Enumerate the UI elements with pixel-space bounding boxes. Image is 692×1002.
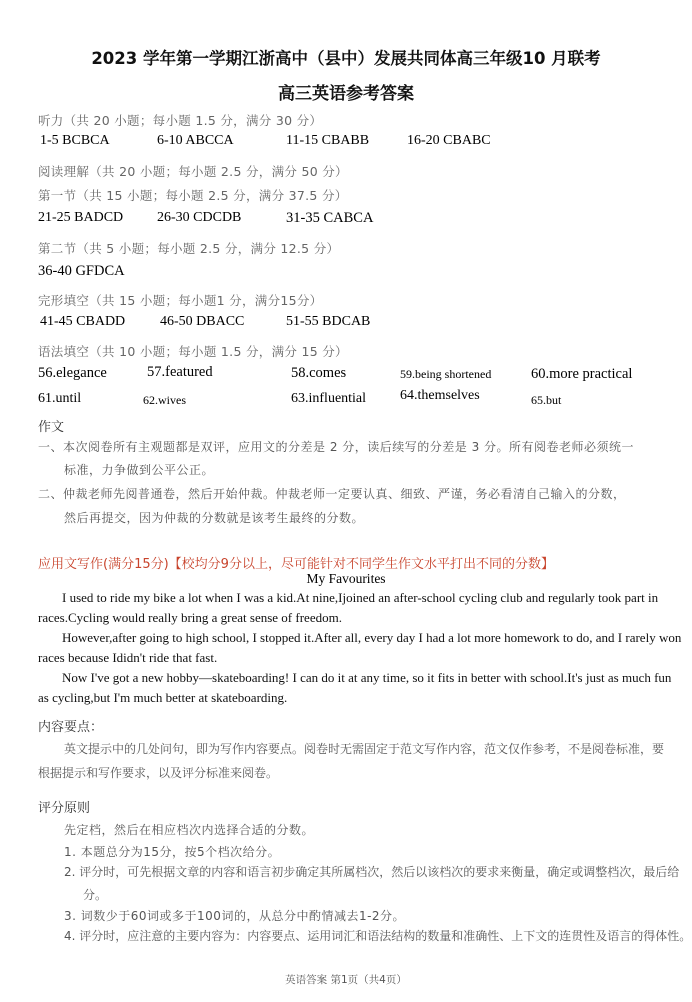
model-essay (38, 588, 682, 708)
answer-group: 51-55 BDCAB (286, 314, 371, 329)
answer-group: 16-20 CBABC (407, 133, 491, 148)
practical-writing-header: 应用文写作(满分15分)【校均分9分以上，尽可能针对不同学生作文水平打出不同的分数】 (38, 557, 554, 572)
writing-rule: 二、仲裁老师先阅普通卷，然后开始仲裁。仲裁老师一定要认真、细致、严谨，务必看清自己输入的分数， (38, 487, 626, 501)
answer-group: 6-10 ABCCA (157, 133, 234, 148)
grammar-answer: 63.influential (291, 391, 367, 406)
grammar-answer: 56.elegance (38, 365, 107, 381)
grammar-header: 语法填空（共 10 小题；每小题 1.5 分，满分 15 分） (38, 344, 348, 359)
scoring-rule: 2. 评分时，可先根据文章的内容和语言初步确定其所属档次，然后以该档次的要求来衡量，确定或调整档次，最后给分。 (64, 865, 680, 902)
content-points-header: 内容要点： (38, 720, 104, 735)
grammar-answer: 57.featured (147, 364, 213, 380)
writing-rule: 然后再提交，因为仲裁的分数就是该考生最终的分数。 (64, 511, 365, 525)
grammar-answer: 60.more practical (531, 366, 633, 382)
answer-key-subtitle: 高三英语参考答案 (278, 84, 414, 104)
answer-group: 46-50 DBACC (160, 314, 245, 329)
answer-group: 36-40 GFDCA (38, 263, 125, 279)
reading-part2-header: 第二节（共 5 小题；每小题 2.5 分，满分 12.5 分） (38, 241, 340, 256)
writing-rule: 一、本次阅卷所有主观题都是双评，应用文的分差是 2 分，读后续写的分差是 3 分。所有阅卷老师必须统一 (38, 440, 635, 454)
essay-paragraph: However,after going to high school, I stopped it.After all, every day I had a lot more homework to do, and I rarely won races because Ididn't ride that fast. (38, 630, 682, 665)
grammar-answer: 58.comes (291, 365, 347, 381)
writing-rule: 标准，力争做到公平公正。 (64, 463, 215, 477)
answer-group: 41-45 CBADD (40, 314, 126, 329)
writing-header: 作文 (38, 420, 65, 435)
cloze-header: 完形填空（共 15 小题；每小题1 分，满分15分） (38, 293, 323, 308)
exam-title: 2023 学年第一学期江浙高中（县中）发展共同体高三年级10 月联考 (91, 49, 601, 68)
answer-group: 11-15 CBABB (286, 133, 370, 148)
grammar-answer: 59.being shortened (400, 367, 492, 381)
listening-header: 听力（共 20 小题；每小题 1.5 分，满分 30 分） (38, 113, 323, 128)
essay-title: My Favourites (306, 571, 386, 586)
grammar-answer: 64.themselves (400, 388, 480, 403)
answer-group: 1-5 BCBCA (40, 133, 110, 148)
scoring-intro: 先定档，然后在相应档次内选择合适的分数。 (64, 823, 315, 837)
scoring-header: 评分原则 (38, 801, 91, 816)
reading-header: 阅读理解（共 20 小题；每小题 2.5 分，满分 50 分） (38, 164, 348, 179)
content-points-text: 英文提示中的几处问句，即为写作内容要点。阅卷时无需固定于范文写作内容，范文仅作参考，不是阅卷标准，要根据提示和写作要求，以及评分标准来阅卷。 (38, 742, 665, 780)
answer-group: 31-35 CABCA (286, 210, 374, 226)
grammar-answer: 61.until (38, 391, 82, 406)
answer-group: 21-25 BADCD (38, 210, 124, 225)
answer-group: 26-30 CDCDB (157, 210, 242, 225)
scoring-rule: 3. 词数少于60词或多于100词的，从总分中酌情减去1-2分。 (64, 909, 406, 923)
essay-paragraph: I used to ride my bike a lot when I was a kid.At nine,Ijoined an after-school cycling club and regularly took part in races.Cycling would really bring a great sense of freedom. (38, 590, 659, 625)
grammar-answer: 65.but (531, 393, 562, 407)
scoring-rule: 4. 评分时，应注意的主要内容为：内容要点、运用词汇和语法结构的数量和准确性、上下文的连贯性及语言的得体性。 (64, 929, 692, 943)
reading-part1-header: 第一节（共 15 小题；每小题 2.5 分，满分 37.5 分） (38, 188, 348, 203)
essay-paragraph: Now I've got a new hobby—skateboarding! I can do it at any time, so it fits in better with school.It's just as much fun as cycling,but I'm much better at skateboarding. (38, 670, 672, 705)
page-footer: 英语答案 第1页（共4页） (285, 974, 407, 986)
grammar-answer: 62.wives (143, 393, 186, 407)
scoring-rule: 1. 本题总分为15分，按5个档次给分。 (64, 845, 281, 859)
